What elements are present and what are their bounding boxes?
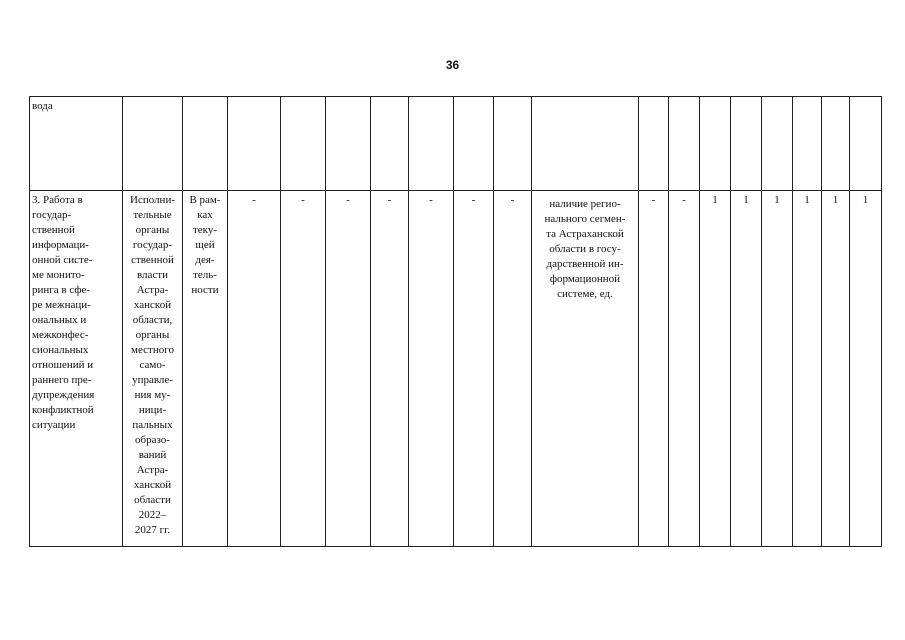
indicator-value: - [682,194,686,206]
funding-line: ности [191,284,219,296]
executors-line: Астра- [136,284,169,296]
table-cell [494,97,532,191]
executors-line: 2027 гг. [134,524,171,536]
table-cell [281,97,326,191]
executors-line: Астра- [136,464,169,476]
table-cell [326,97,371,191]
table-cell [731,97,762,191]
activity-line: отношений и [32,359,94,371]
executors-line: само- [139,359,166,371]
funding-line: ках [197,209,213,221]
executors-line: тельные [133,209,172,221]
funding-line: щей [195,239,215,251]
page-number: 36 [445,58,460,72]
table-cell [762,97,793,191]
executors-line: ници- [138,404,167,416]
executors-line: образо- [135,434,170,446]
indicator-value-cell [762,191,793,547]
indicator-value: - [651,194,656,206]
budget-cell [326,191,371,547]
indicator-value: 1 [832,194,839,206]
funding-line: дея- [195,254,215,266]
activity-line: сиональных [32,344,89,356]
executors-line: ваний [138,449,167,461]
activity-line: онной систе- [32,254,93,266]
funding-line: В рам- [189,194,221,206]
dash-value: - [301,194,305,206]
dash-value: - [252,194,256,206]
indicator-value: 1 [804,194,810,206]
program-table [29,96,882,547]
table-row-continuation [30,97,882,191]
executors-line: власти [137,269,168,281]
executors-line: ственной [131,254,174,266]
table-cell [822,97,850,191]
executors-line: ния му- [134,389,171,401]
budget-cell [228,191,281,547]
executors-line: местного [131,344,174,356]
table-cell [639,97,669,191]
table-cell [454,97,494,191]
activity-line: ме монито- [32,269,85,281]
table-cell [409,97,454,191]
table-cell [532,97,639,191]
dash-value: - [429,194,433,206]
table-cell [30,97,123,191]
indicator-line: области в госу- [549,243,621,255]
indicator-line: наличие регио- [549,198,621,210]
funding-line: тель- [193,269,217,281]
indicator-line: нального сегмен- [544,213,626,225]
activity-cell [30,191,123,547]
indicator-value-cell [669,191,700,547]
indicator-value-cell [793,191,822,547]
executors-line: управле- [132,374,173,386]
activity-line: ринга в сфе- [32,284,91,296]
executors-line: государ- [132,239,173,251]
activity-line: ственной [32,224,75,236]
activity-line: ре межнаци- [32,299,91,311]
executors-line: ханской [133,479,172,491]
indicator-value: 1 [712,194,718,206]
table-cell [183,97,228,191]
indicator-cell [532,191,639,547]
continuation-text: вода [32,100,53,112]
indicator-value-cell [700,191,731,547]
indicator-line: формационной [549,273,621,285]
activity-line: 3. Работа в [32,194,83,206]
indicator-value-cell [822,191,850,547]
budget-cell [494,191,532,547]
activity-line: ональных и [32,314,87,326]
executors-cell [123,191,183,547]
budget-cell [454,191,494,547]
table-cell [700,97,731,191]
activity-line: информаци- [32,239,89,251]
executors-line: 2022– [138,509,167,521]
table-cell [850,97,882,191]
executors-line: области, [132,314,173,326]
indicator-line: системе, ед. [557,288,613,300]
executors-line: Исполни- [130,194,175,206]
table-cell [669,97,700,191]
indicator-value-cell [731,191,762,547]
dash-value: - [387,194,392,206]
table-cell [371,97,409,191]
indicator-value: 1 [862,194,869,206]
table-cell [228,97,281,191]
executors-line: органы [135,329,170,341]
activity-line: дупреждения [32,389,95,401]
funding-cell [183,191,228,547]
budget-cell [281,191,326,547]
indicator-line: дарственной ин- [546,258,624,270]
activity-line: раннего пре- [32,374,92,386]
table-cell [793,97,822,191]
executors-line: области [134,494,171,506]
activity-line: ситуации [32,419,76,431]
budget-cell [371,191,409,547]
dash-value: - [510,194,515,206]
indicator-value-cell [639,191,669,547]
funding-line: теку- [192,224,218,236]
activity-line: межконфес- [32,329,89,341]
table-row-activity-3 [30,191,882,547]
executors-line: ханской [133,299,172,311]
table-cell [123,97,183,191]
dash-value: - [346,194,350,206]
activity-line: государ- [32,209,72,221]
dash-value: - [471,194,476,206]
budget-cell [409,191,454,547]
executors-line: органы [135,224,170,236]
indicator-value: 1 [774,194,780,206]
executors-line: пальных [132,419,173,431]
indicator-line: та Астраханской [546,228,624,240]
indicator-value-cell [850,191,882,547]
indicator-value: 1 [743,194,749,206]
activity-line: конфликтной [32,404,94,416]
